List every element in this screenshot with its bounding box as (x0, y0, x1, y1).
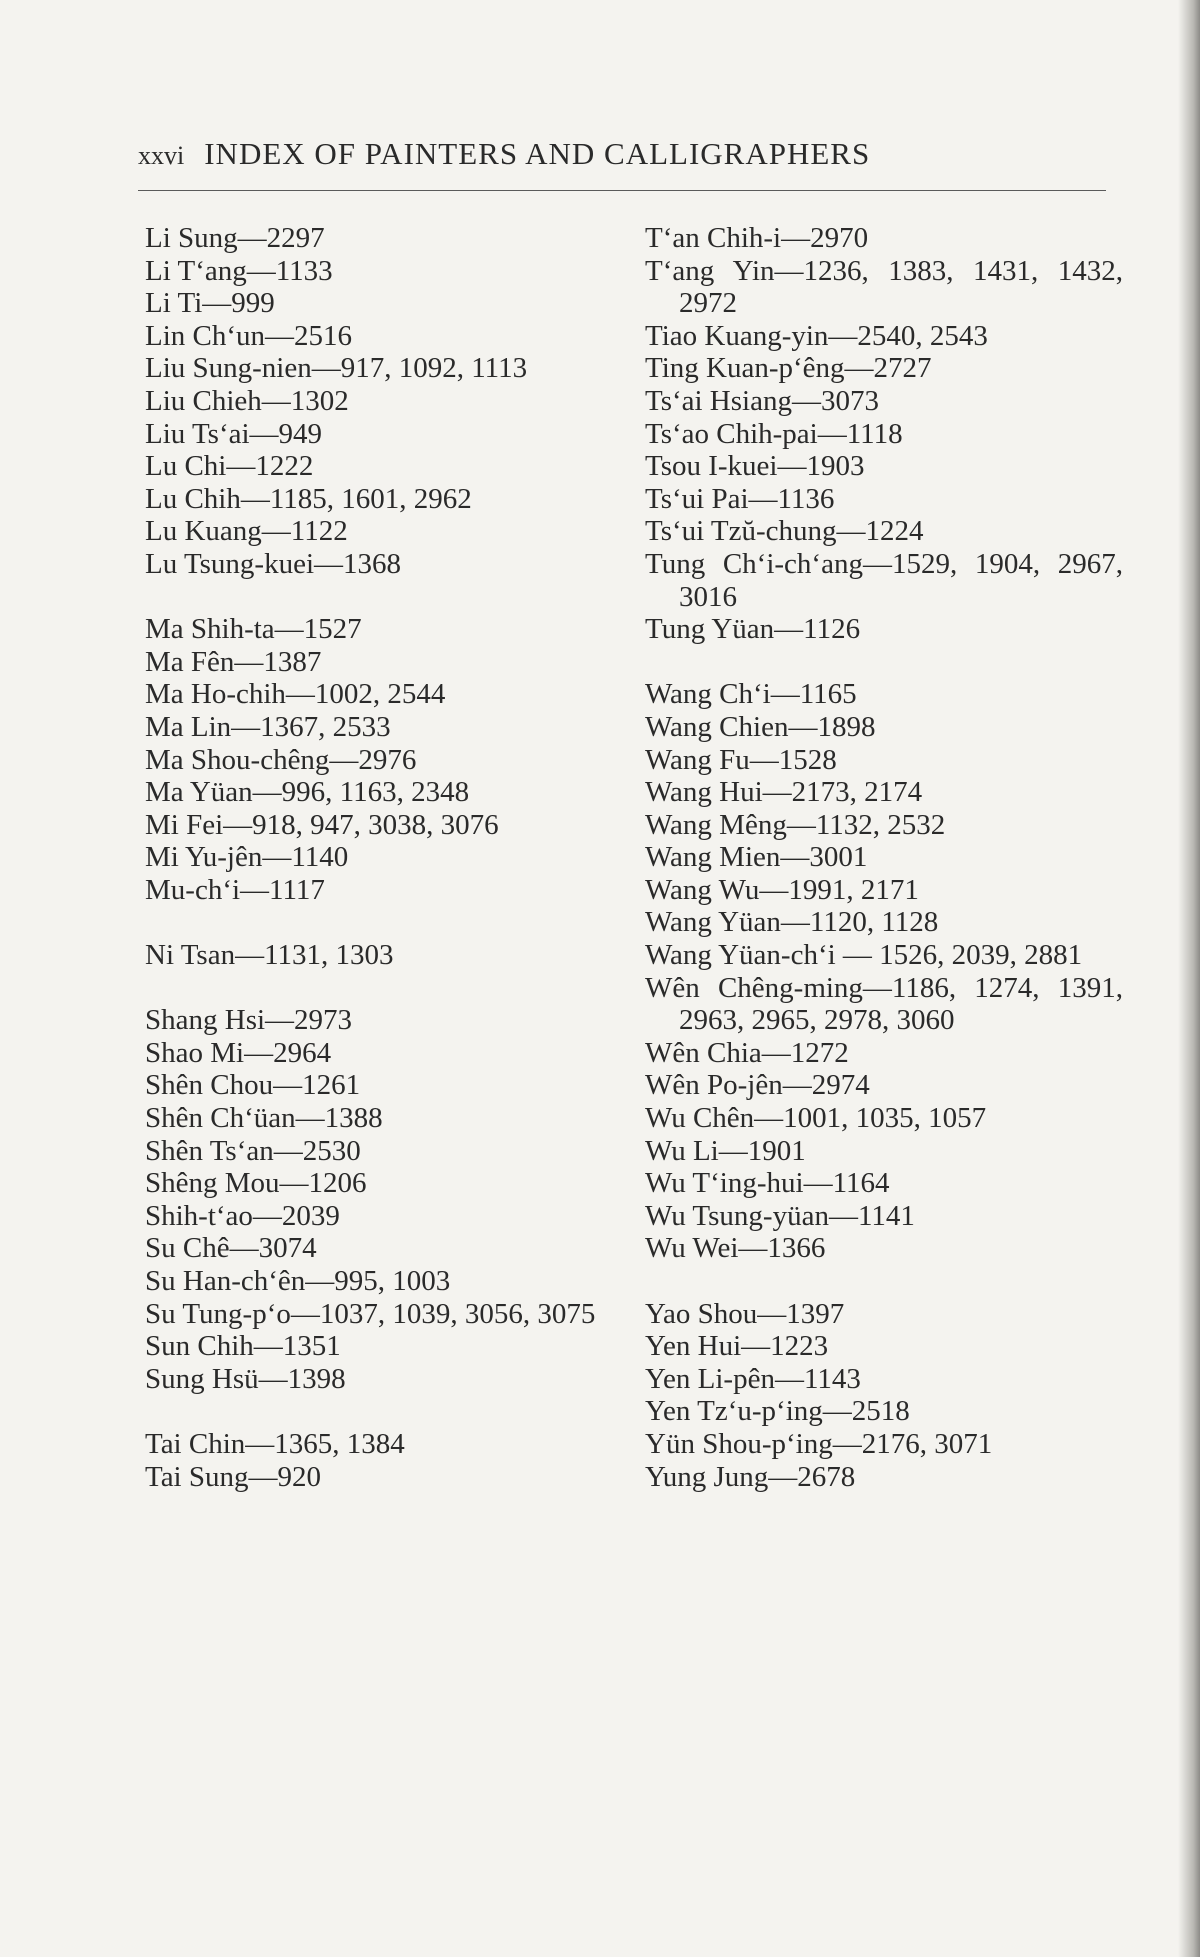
index-entry: Wên Po-jên—2974 (645, 1069, 870, 1102)
page-edge-shadow (1178, 0, 1200, 1957)
index-entry: Wang Chien—1898 (645, 710, 876, 743)
index-entry: Mu-ch‘i—1117 (145, 873, 325, 906)
index-entry: Li T‘ang—1133 (145, 254, 333, 287)
index-letter-group (645, 1298, 1123, 1494)
index-entry: Ts‘ui Tzŭ-chung—1224 (645, 515, 924, 548)
index-entry: Tung Ch‘i-ch‘ang—1529, 1904, 2967, 3016 (645, 547, 1123, 613)
index-entry: Ma Lin—1367, 2533 (145, 710, 391, 743)
index-entry: Wên Chêng-ming—1186, 1274, 1391, 2963, 2965, 2978, 3060 (645, 971, 1123, 1037)
index-entry: Wang Fu—1528 (645, 743, 837, 776)
index-entry: Wên Chia—1272 (645, 1036, 849, 1069)
page-title: INDEX OF PAINTERS AND CALLIGRAPHERS (204, 136, 871, 171)
index-entry: Shên Ch‘üan—1388 (145, 1102, 383, 1135)
index-column-right (645, 222, 1123, 1493)
index-entry: Ts‘ao Chih-pai—1118 (645, 417, 903, 450)
index-entry: T‘an Chih-i—2970 (645, 222, 869, 254)
index-entry: Tiao Kuang-yin—2540, 2543 (645, 319, 988, 352)
index-entry: Shih-t‘ao—2039 (145, 1199, 340, 1232)
index-entry: Yen Tz‘u-p‘ing—2518 (645, 1395, 910, 1428)
index-entry: Yao Shou—1397 (645, 1297, 845, 1330)
index-entry: Liu Chieh—1302 (145, 384, 349, 417)
running-head (138, 136, 1108, 172)
index-entry: Wang Yüan—1120, 1128 (645, 906, 939, 939)
index-entry: T‘ang Yin—1236, 1383, 1431, 1432, 2972 (645, 254, 1123, 320)
page-number: xxvi (138, 141, 185, 170)
index-entry: Su Tung-p‘o—1037, 1039, 3056, 3075 (145, 1297, 596, 1330)
index-entry: Lu Tsung-kuei—1368 (145, 547, 402, 580)
index-letter-group (145, 1428, 625, 1493)
header-rule (138, 190, 1106, 191)
index-entry: Shên Chou—1261 (145, 1069, 361, 1102)
index-entry: Wang Ch‘i—1165 (645, 678, 857, 711)
index-entry: Lu Chih—1185, 1601, 2962 (145, 482, 472, 515)
index-letter-group (145, 222, 625, 581)
index-entry: Tsou I-kuei—1903 (645, 450, 865, 483)
index-entry: Wu Wei—1366 (645, 1232, 826, 1265)
index-entry: Shang Hsi—2973 (145, 1004, 353, 1037)
index-letter-group (145, 939, 625, 972)
index-entry: Lu Chi—1222 (145, 450, 314, 483)
index-entry: Ma Ho-chih—1002, 2544 (145, 678, 446, 711)
index-entry: Wang Wu—1991, 2171 (645, 873, 919, 906)
index-entry: Wang Yüan-ch‘i — 1526, 2039, 2881 (645, 939, 1083, 972)
index-entry: Wu T‘ing-hui—1164 (645, 1167, 890, 1200)
index-entry: Yen Li-pên—1143 (645, 1362, 861, 1395)
index-entry: Wu Li—1901 (645, 1134, 806, 1167)
index-entry: Shao Mi—2964 (145, 1036, 332, 1069)
index-entry: Yen Hui—1223 (645, 1330, 829, 1363)
index-entry: Yün Shou-p‘ing—2176, 3071 (645, 1427, 993, 1460)
index-entry: Li Ti—999 (145, 287, 275, 320)
index-entry: Ma Shou-chêng—2976 (145, 743, 417, 776)
index-entry: Shêng Mou—1206 (145, 1167, 367, 1200)
index-entry: Shên Ts‘an—2530 (145, 1134, 361, 1167)
index-entry: Mi Yu-jên—1140 (145, 841, 349, 874)
index-letter-group (645, 222, 1123, 646)
index-entry: Sung Hsü—1398 (145, 1362, 346, 1395)
index-entry: Tung Yüan—1126 (645, 613, 861, 646)
index-entry: Tai Sung—920 (145, 1460, 321, 1493)
index-letter-group (145, 1004, 625, 1395)
index-entry: Ting Kuan-p‘êng—2727 (645, 352, 932, 385)
index-entry: Mi Fei—918, 947, 3038, 3076 (145, 808, 499, 841)
index-entry: Lin Ch‘un—2516 (145, 319, 353, 352)
index-entry: Ma Yüan—996, 1163, 2348 (145, 776, 470, 809)
index-column-left (145, 222, 625, 1493)
index-entry: Liu Sung-nien—917, 1092, 1113 (145, 352, 528, 385)
index-entry: Ni Tsan—1131, 1303 (145, 939, 394, 972)
index-entry: Wang Mêng—1132, 2532 (645, 808, 946, 841)
index-entry: Yung Jung—2678 (645, 1460, 856, 1493)
index-letter-group (645, 678, 1123, 1265)
index-entry: Tai Chin—1365, 1384 (145, 1427, 405, 1460)
index-entry: Wu Chên—1001, 1035, 1057 (645, 1102, 987, 1135)
index-entry: Lu Kuang—1122 (145, 515, 348, 548)
index-entry: Wang Hui—2173, 2174 (645, 776, 923, 809)
index-entry: Wang Mien—3001 (645, 841, 868, 874)
index-entry: Su Chê—3074 (145, 1232, 317, 1265)
index-entry: Liu Ts‘ai—949 (145, 417, 323, 450)
index-entry: Ma Fên—1387 (145, 645, 322, 678)
index-entry: Ts‘ai Hsiang—3073 (645, 384, 879, 417)
index-entry: Ts‘ui Pai—1136 (645, 482, 835, 515)
index-letter-group (145, 613, 625, 906)
index-entry: Sun Chih—1351 (145, 1330, 341, 1363)
index-entry: Ma Shih-ta—1527 (145, 613, 362, 646)
index-entry: Wu Tsung-yüan—1141 (645, 1199, 915, 1232)
index-entry: Li Sung—2297 (145, 222, 325, 254)
index-entry: Su Han-ch‘ên—995, 1003 (145, 1265, 451, 1297)
